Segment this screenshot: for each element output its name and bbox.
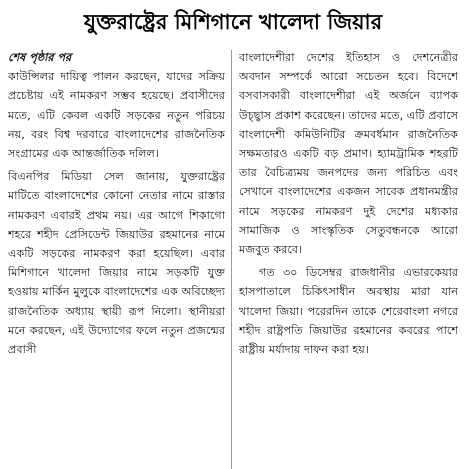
headline: যুক্তরাষ্ট্রের মিশিগানে খালেদা জিয়ার (83, 9, 383, 34)
right-column (239, 48, 458, 469)
paragraph: গত ৩০ ডিসেম্বর রাজধানীর এভারকেয়ার হাসপাতালে চিকিৎসাধীন অবস্থায় মারা যান খালেদা জিয়া। পরেরদিন তাকে শেরেবাংলা নগরে শহীদ রাষ্ট্রপতি জিয়াউর রহমানের কবরের পাশে রাষ্ট্রীয় মর্যাদায় দাফন করা হয়। (239, 266, 458, 357)
paragraph: কাউন্সিলর দায়িত্ব পালন করছেন, যাদের সক্রিয় প্রচেষ্টায় এই নামকরণ সম্ভব হয়েছে। প্রবাসীদের মতে, এটি কেবল একটি সড়কের নতুন পরিচয় নয়, বরং বিশ্ব দরবারে বাংলাদেশের রাজনৈতিক সংগ্রামের এক আন্তর্জাতিক দলিল। (8, 70, 225, 161)
paragraph: বাংলাদেশীরা দেশের ইতিহাস ও দেশনেত্রীর অবদান সম্পর্কে আরো সচেতন হবে। বিদেশে বসবাসকারী বাংলাদেশীরা এই অর্জনে ব্যাপক উচ্ছ্বাস প্রকাশ করেছেন। তাদের মতে, এটি প্রবাসে বাংলাদেশী কমিউনিটির ক্রমবর্ধমান রাজনৈতিক সক্ষমতারও একটি বড় প্রমাণ। হ্যামট্রামিক শহরটি তার বৈচিত্র্যময় জনপদের জন্য পরিচিত এবং সেখানে বাংলাদেশের একজন সাবেক প্রধানমন্ত্রীর নামে সড়কের নামকরণ দুই দেশের মধ্যকার সামাজিক ও সাংস্কৃতিক সেতুবন্ধনকে আরো মজবুত করবে। (239, 51, 458, 257)
continued-from-label: শেষ পৃষ্ঠার পর (8, 51, 72, 64)
paragraph: বিএনপির মিডিয়া সেল জানায়, যুক্তরাষ্ট্রের মাটিতে বাংলাদেশের কোনো নেতার নামে রাস্তার নামকরণ এবারই প্রথম নয়। এর আগে শিকাগো শহরে শহীদ প্রেসিডেন্ট জিয়াউর রহমানের নামে একটি সড়কের নামকরণ করা হয়েছিল। এবার মিশিগানে খালেদা জিয়ার নামে সড়কটি যুক্ত হওয়ায় মার্কিন মুলুকে বাংলাদেশের এক অবিচ্ছেদ্য রাজনৈতিক অধ্যায় স্থায়ী রূপ নিলো। স্থানীয়রা মনে করছেন, এই উদ্যোগের ফলে নতুন প্রজন্মের প্রবাসী (8, 170, 225, 357)
column-divider (231, 50, 232, 469)
left-column (8, 48, 225, 469)
